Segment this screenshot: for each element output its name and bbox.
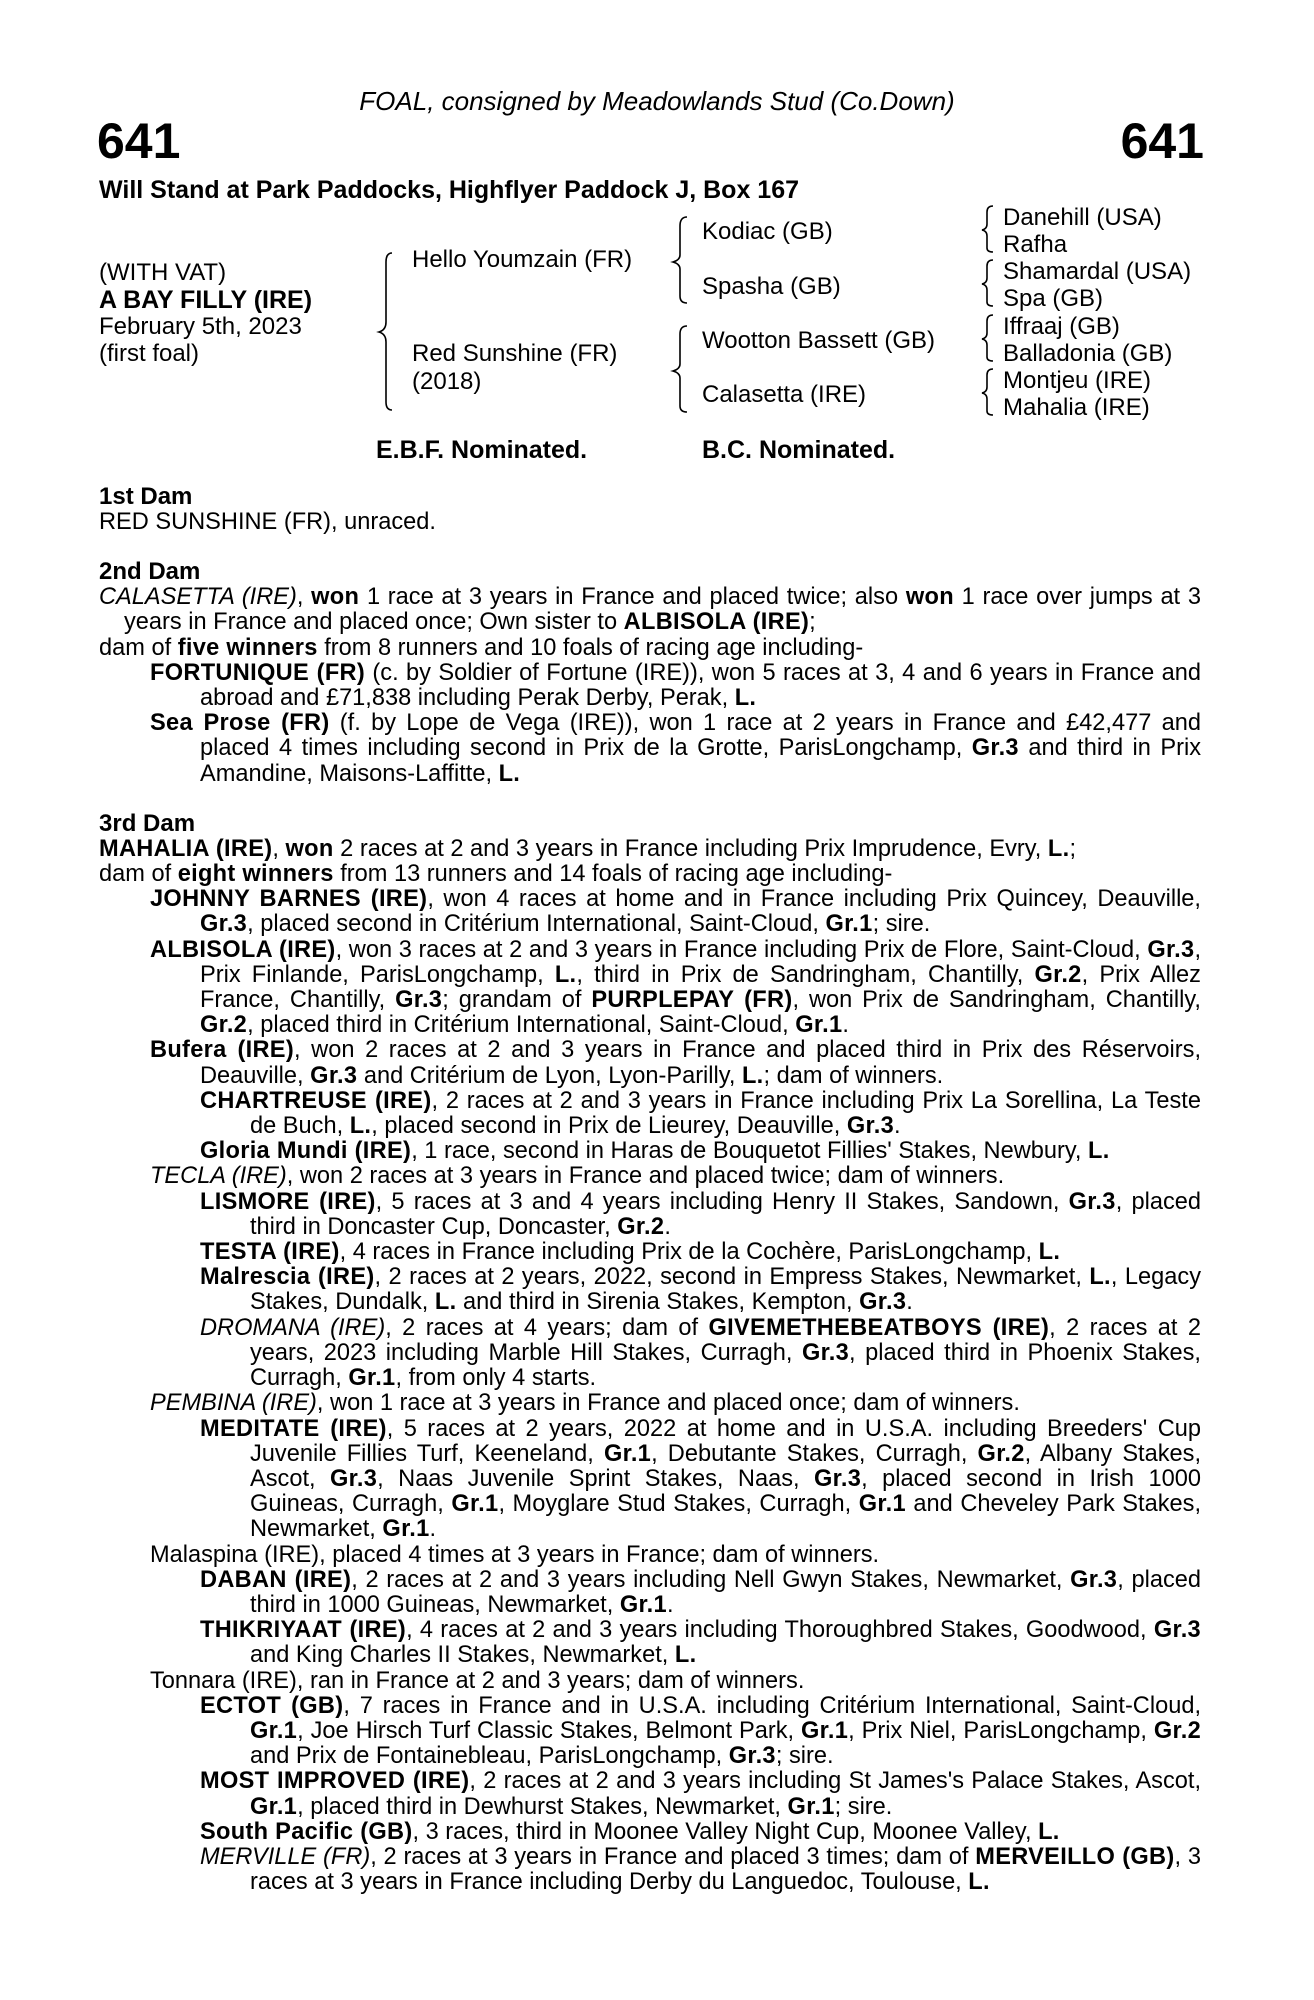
text-run: Gr.1 (801, 1717, 849, 1744)
text-run: Gr.2 (617, 1213, 665, 1240)
text-run: , (272, 835, 286, 862)
third-dam-p18 (150, 1669, 1201, 1694)
text-run: Gr.3 (814, 1465, 862, 1492)
text-run: Gr.3 (859, 1289, 907, 1316)
text-run: , placed third in Critérium International, Saint-Cloud, (247, 1012, 796, 1039)
text-run: , Naas Juvenile Sprint Stakes, Naas, (377, 1465, 815, 1492)
text-run: , 5 races at 2 years, 2022 at home and in U.S.A. including Breeders' Cup Juvenile Fillies Turf, Keeneland, (250, 1415, 1201, 1467)
text-run: and Critérium de Lyon, Lyon-Parilly, (357, 1062, 742, 1089)
text-run: ALBISOLA (IRE) (150, 936, 336, 963)
text-run: Gr.3 (801, 1339, 850, 1366)
text-run: DABAN (IRE) (200, 1566, 352, 1593)
text-run: won (905, 584, 954, 611)
text-run: , 4 races in France including Prix de la Cochère, ParisLongchamp, (339, 1239, 1039, 1266)
text-run: , placed third in Phoenix Stakes, Curragh, (250, 1339, 1201, 1392)
text-run: , 2 races at 2 years, 2022, second in Empress Stakes, Newmarket, (374, 1264, 1090, 1291)
text-run: , placed third in Dewhurst Stakes, Newmarket, (297, 1793, 788, 1820)
dds: Montjeu (IRE) (1003, 367, 1152, 394)
text-run: ECTOT (GB) (200, 1692, 344, 1719)
text-run: , Debutante Stakes, Curragh, (651, 1440, 978, 1467)
text-run: TESTA (IRE) (200, 1239, 340, 1266)
text-run: L. (434, 1289, 457, 1316)
first-dam-heading: 1st Dam (99, 483, 193, 510)
text-run: Gr.3 (310, 1062, 358, 1089)
ddd: Mahalia (IRE) (1003, 394, 1150, 421)
third-dam-p20 (200, 1769, 1201, 1819)
second-dam-p3 (150, 661, 1201, 711)
third-dam-p22 (200, 1845, 1201, 1895)
text-run: , Legacy Stakes, Dundalk, (250, 1264, 1201, 1316)
text-run: CHARTREUSE (IRE) (200, 1087, 432, 1114)
third-dam-p15 (150, 1543, 1201, 1568)
text-run: , placed third in 1000 Guineas, Newmarket, (250, 1566, 1202, 1618)
text-run: from 13 runners and 14 foals of racing age including- (333, 861, 893, 888)
third-dam-p9 (200, 1190, 1201, 1240)
third-dam-p4 (150, 938, 1201, 1039)
third-dam-p7 (200, 1139, 1201, 1164)
third-dam-p6 (200, 1089, 1201, 1139)
text-run: GIVEMETHEBEATBOYS (IRE) (708, 1314, 1050, 1341)
text-run: ; sire. (834, 1793, 893, 1820)
text-run: L. (1089, 1264, 1111, 1291)
text-run: MOST IMPROVED (IRE) (200, 1768, 470, 1795)
third-dam-p11 (200, 1265, 1201, 1315)
text-run: 1 race at 3 years in France and placed twice; also (359, 584, 906, 611)
second-dam-p4 (150, 711, 1201, 787)
text-run: Gr.1 (603, 1440, 652, 1467)
text-run: MERVILLE (FR) (200, 1843, 371, 1870)
text-run: Gr.3 (1147, 936, 1195, 963)
text-run: (c. by Soldier of Fortune (IRE)), won 5 races at 3, 4 and 6 years in France and abroad and £71,838 including Perak Derby, Perak, (200, 659, 1201, 712)
text-run: L. (1088, 1138, 1110, 1165)
text-run: , 4 races at 2 and 3 years including Thoroughbred Stakes, Goodwood, (406, 1617, 1154, 1644)
text-run: MAHALIA (IRE) (99, 835, 273, 862)
second-dam-p2 (99, 636, 1201, 661)
text-run: Gloria Mundi (IRE) (200, 1138, 412, 1165)
horse-name: A BAY FILLY (IRE) (99, 286, 313, 314)
text-run: Malaspina (IRE), placed 4 times at 3 years in France; dam of winners. (150, 1541, 880, 1568)
text-run: ; sire. (872, 911, 931, 938)
third-dam-p13 (150, 1391, 1201, 1416)
dam-name: Red Sunshine (FR) (412, 340, 618, 367)
bc-nominated: B.C. Nominated. (702, 436, 896, 464)
text-run: JOHNNY BARNES (IRE) (150, 886, 428, 913)
text-run: Bufera (IRE) (150, 1037, 294, 1064)
text-run: (f. by Lope de Vega (IRE)), won 1 race at 2 years in France and £42,477 and placed 4 times including second in Prix de la Grotte, ParisLongchamp, (200, 710, 1201, 762)
text-run: five winners (177, 634, 318, 661)
text-run: and third in Prix Amandine, Maisons-Laffitte, (200, 735, 1202, 787)
third-dam-p5 (150, 1038, 1201, 1088)
text-run: ; (809, 609, 816, 636)
text-run: Malrescia (IRE) (200, 1264, 375, 1291)
text-run: Tonnara (IRE), ran in France at 2 and 3 years; dam of winners. (150, 1667, 805, 1694)
text-run: . (842, 1012, 849, 1039)
text-run: Gr.1 (825, 911, 873, 938)
text-run: , 2 races at 2 and 3 years including Nell Gwyn Stakes, Newmarket, (351, 1566, 1071, 1593)
text-run: , third in Prix de Sandringham, Chantilly, (576, 961, 1035, 988)
text-run: MEDITATE (IRE) (200, 1415, 387, 1442)
text-run: . (666, 1591, 674, 1618)
text-run: , 1 race, second in Haras de Bouquetot Fillies' Stakes, Newbury, (411, 1138, 1089, 1165)
third-dam-p19 (200, 1694, 1201, 1770)
text-run: PEMBINA (IRE) (150, 1390, 317, 1417)
text-run: ; dam of winners. (763, 1062, 944, 1089)
text-run: , won Prix de Sandringham, Chantilly, (792, 987, 1201, 1014)
text-run: , Joe Hirsch Turf Classic Stakes, Belmont Park, (297, 1717, 802, 1744)
text-run: , won 2 races at 3 years in France and placed twice; dam of winners. (286, 1163, 1005, 1190)
text-run: Sea Prose (FR) (150, 710, 330, 737)
text-run: , placed second in Irish 1000 Guineas, Curragh, (250, 1465, 1201, 1518)
text-run: L. (1038, 1818, 1060, 1845)
sdd: Spa (GB) (1003, 285, 1104, 312)
text-run: . (906, 1289, 913, 1316)
third-dam-p21 (200, 1820, 1201, 1845)
text-run: Gr.3 (330, 1465, 378, 1492)
text-run: THIKRIYAAT (IRE) (200, 1617, 407, 1644)
dss: Iffraaj (GB) (1003, 313, 1120, 340)
text-run: , 3 races at 3 years in France including Derby du Languedoc, Toulouse, (250, 1843, 1201, 1896)
text-run: , Prix Allez France, Chantilly, (200, 961, 1201, 1014)
foaling-date: February 5th, 2023 (99, 313, 302, 340)
text-run: Gr.3 (200, 911, 248, 938)
text-run: L. (674, 1642, 697, 1669)
text-run: , Albany Stakes, Ascot, (250, 1440, 1201, 1492)
text-run: dam of (99, 634, 178, 661)
text-run: ; grandam of (442, 987, 592, 1014)
text-run: MERVEILLO (GB) (975, 1843, 1175, 1870)
text-run: Gr.1 (348, 1365, 396, 1392)
dsd: Balladonia (GB) (1003, 340, 1173, 367)
text-run: , 2 races at 4 years; dam of (385, 1314, 709, 1341)
dam-dam: Calasetta (IRE) (702, 381, 867, 408)
third-dam-p8 (150, 1164, 1201, 1189)
text-run: , Prix Finlande, ParisLongchamp, (200, 936, 1201, 988)
text-run: won (311, 584, 360, 611)
text-run: , placed third in Doncaster Cup, Doncaster, (250, 1188, 1201, 1240)
lot-number-left: 641 (97, 113, 181, 169)
text-run: ALBISOLA (IRE) (623, 609, 810, 636)
third-dam-p1 (99, 837, 1201, 862)
text-run: 1 race over jumps at 3 years in France and placed once; Own sister to (124, 584, 1201, 636)
vat-note: (WITH VAT) (99, 259, 227, 286)
sire-dam: Spasha (GB) (702, 273, 841, 300)
text-run: Gr.1 (795, 1012, 843, 1039)
text-run: DROMANA (IRE) (200, 1314, 386, 1341)
first-dam-text: RED SUNSHINE (FR), unraced. (99, 509, 436, 535)
text-run: , 7 races in France and in U.S.A. including Critérium International, Saint-Cloud, (343, 1692, 1201, 1719)
text-run: Gr.2 (977, 1440, 1025, 1467)
text-run: Gr.3 (728, 1743, 776, 1770)
text-run: Gr.3 (395, 987, 443, 1014)
text-run: CALASETTA (IRE) (99, 584, 297, 611)
text-run: ; sire. (775, 1743, 834, 1770)
third-dam-p17 (200, 1618, 1201, 1668)
text-run: , (296, 584, 312, 611)
text-run: L. (498, 760, 521, 787)
text-run: L. (554, 961, 577, 988)
text-run: L. (968, 1869, 990, 1896)
text-run: and King Charles II Stakes, Newmarket, (250, 1642, 675, 1669)
consignment-line: FOAL, consigned by Meadowlands Stud (Co.Down) (359, 86, 955, 116)
text-run: . (429, 1516, 437, 1543)
text-run: and Cheveley Park Stakes, Newmarket, (250, 1491, 1201, 1543)
ssd: Rafha (1003, 231, 1068, 258)
text-run: Gr.1 (787, 1793, 835, 1820)
text-run: Gr.1 (619, 1591, 667, 1618)
text-run: . (894, 1113, 901, 1140)
text-run: Gr.1 (858, 1491, 906, 1518)
lot-number-right: 641 (1120, 113, 1204, 169)
text-run: , from only 4 starts. (395, 1365, 597, 1392)
stand-info: Will Stand at Park Paddocks, Highflyer Paddock J, Box 167 (99, 176, 799, 204)
dam-sire: Wootton Bassett (GB) (702, 327, 935, 354)
sss: Danehill (USA) (1003, 204, 1162, 231)
text-run: and Prix de Fontainebleau, ParisLongchamp, (250, 1743, 729, 1770)
text-run: FORTUNIQUE (FR) (150, 659, 366, 686)
text-run: , 3 races, third in Moonee Valley Night Cup, Moonee Valley, (412, 1818, 1039, 1845)
text-run: , won 4 races at home and in France including Prix Quincey, Deauville, (427, 886, 1201, 913)
text-run: , 2 races at 2 years, 2023 including Marble Hill Stakes, Curragh, (250, 1314, 1201, 1366)
text-run: L. (1047, 835, 1070, 862)
second-dam-p1 (99, 585, 1201, 635)
sire-sire: Kodiac (GB) (702, 218, 833, 245)
text-run: , Moyglare Stud Stakes, Curragh, (498, 1491, 859, 1518)
text-run: Gr.3 (1153, 1617, 1201, 1644)
text-run: Gr.2 (1034, 961, 1082, 988)
third-dam-heading: 3rd Dam (99, 809, 196, 837)
text-run: TECLA (IRE) (150, 1163, 287, 1190)
text-run: L. (349, 1113, 372, 1140)
text-run: , won 3 races at 2 and 3 years in France including Prix de Flore, Saint-Cloud, (335, 936, 1148, 963)
text-run: Gr.2 (1153, 1717, 1201, 1744)
text-run: Gr.3 (1070, 1566, 1118, 1593)
text-run: , placed second in Critérium International, Saint-Cloud, (247, 911, 826, 938)
third-dam-p3 (150, 887, 1201, 937)
text-run: L. (1038, 1239, 1061, 1266)
text-run: , 2 races at 2 and 3 years including St James's Palace Stakes, Ascot, (469, 1768, 1202, 1795)
second-dam-heading: 2nd Dam (99, 558, 201, 586)
text-run: dam of (99, 861, 178, 888)
text-run: Gr.3 (1068, 1188, 1116, 1215)
text-run: eight winners (177, 861, 334, 888)
third-dam-p16 (200, 1568, 1201, 1618)
third-dam-p14 (200, 1417, 1201, 1543)
third-dam-p12 (200, 1316, 1201, 1392)
ebf-nominated: E.B.F. Nominated. (376, 436, 588, 464)
text-run: from 8 runners and 10 foals of racing age including- (317, 634, 864, 661)
text-run: PURPLEPAY (FR) (591, 987, 793, 1014)
text-run: L. (741, 1062, 764, 1089)
text-run: Gr.1 (382, 1516, 430, 1543)
text-run: , won 2 races at 2 and 3 years in France and placed third in Prix des Réservoirs, Deauville, (200, 1037, 1201, 1089)
sds: Shamardal (USA) (1003, 258, 1192, 285)
third-dam-p10 (200, 1240, 1201, 1265)
text-run: , Prix Niel, ParisLongchamp, (848, 1717, 1154, 1744)
text-run: Gr.2 (200, 1012, 248, 1039)
catalogue-body (99, 484, 1201, 1895)
text-run: L. (734, 685, 757, 712)
text-run: Gr.1 (451, 1491, 499, 1518)
text-run: and third in Sirenia Stakes, Kempton, (456, 1289, 860, 1316)
text-run: won (285, 835, 334, 862)
text-run: South Pacific (GB) (200, 1818, 413, 1845)
text-run: , 2 races at 2 and 3 years in France including Prix La Sorellina, La Teste de Buch, (250, 1087, 1201, 1140)
text-run: , 5 races at 3 and 4 years including Henry II Stakes, Sandown, (375, 1188, 1069, 1215)
text-run: Gr.3 (971, 735, 1019, 762)
text-run: , won 1 race at 3 years in France and placed once; dam of winners. (316, 1390, 1020, 1417)
text-run: Gr.1 (250, 1717, 298, 1744)
dam-year: (2018) (412, 368, 482, 395)
text-run: LISMORE (IRE) (200, 1188, 376, 1215)
foal-note: (first foal) (99, 340, 200, 367)
sire-name: Hello Youmzain (FR) (412, 246, 633, 273)
text-run: 2 races at 2 and 3 years in France including Prix Imprudence, Evry, (333, 835, 1048, 862)
text-run: ; (1069, 835, 1077, 862)
text-run: Gr.3 (846, 1113, 895, 1140)
third-dam-p2 (99, 862, 1201, 887)
text-run: Gr.1 (250, 1793, 298, 1820)
text-run: , placed second in Prix de Lieurey, Deauville, (371, 1113, 847, 1140)
text-run: , 2 races at 3 years in France and placed 3 times; dam of (370, 1843, 976, 1870)
text-run: . (664, 1213, 671, 1240)
